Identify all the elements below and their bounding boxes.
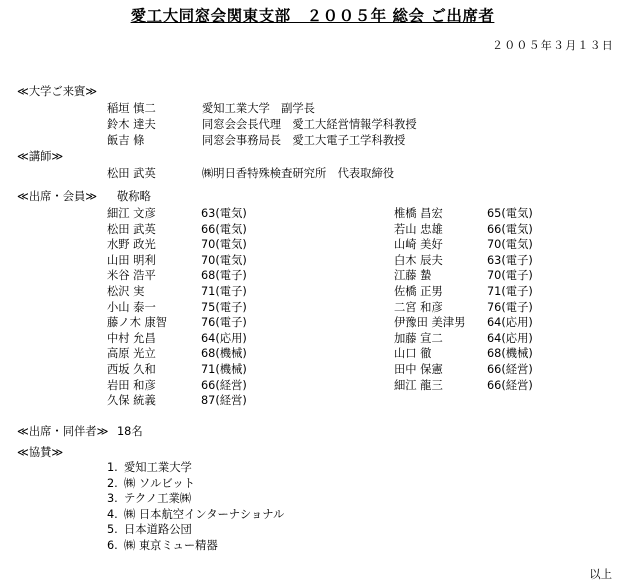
guest-name: 飯吉 條 — [107, 134, 145, 147]
member-name: 細江 文彦 — [107, 207, 156, 220]
member-year-dept: 66(電気) — [487, 222, 533, 236]
sponsors-heading: ≪協賛≫ — [17, 446, 64, 459]
lecturer-heading: ≪講師≫ — [17, 150, 64, 163]
member-name: 高原 光立 — [107, 347, 156, 361]
member-name: 若山 忠雄 — [394, 222, 443, 236]
members-heading: ≪出席・会員≫ — [17, 190, 98, 203]
member-name: 田中 保憲 — [394, 363, 443, 376]
lecturer-name: 松田 武英 — [107, 167, 156, 180]
member-year-dept: 68(機械) — [487, 347, 533, 361]
member-name: 松沢 実 — [107, 285, 145, 298]
member-year-dept: 66(電気) — [201, 222, 247, 236]
member-year-dept: 66(経営) — [201, 378, 247, 392]
sponsor-name: ㈱ ソルビット — [124, 476, 195, 490]
member-year-dept: 87(経営) — [201, 394, 247, 408]
guest-role: 同窓会会長代理 愛工大経営情報学科教授 — [202, 118, 417, 131]
guest-name: 稲垣 慎二 — [107, 102, 156, 115]
member-year-dept: 70(電子) — [487, 269, 533, 283]
closing-text: 以上 — [589, 568, 612, 581]
member-year-dept: 68(電子) — [201, 269, 247, 283]
member-year-dept: 71(電子) — [201, 285, 247, 298]
member-year-dept: 70(電気) — [201, 238, 247, 252]
sponsor-number: 3. — [107, 492, 118, 505]
sponsor-number: 5. — [107, 523, 118, 536]
member-year-dept: 65(電気) — [487, 207, 533, 220]
sponsor-name: テクノ工業㈱ — [124, 492, 192, 505]
member-year-dept: 63(電子) — [487, 253, 533, 267]
member-name: 岩田 和彦 — [107, 378, 156, 392]
member-name: 山崎 美好 — [394, 238, 443, 252]
member-name: 中村 允昌 — [107, 331, 156, 345]
member-name: 藤ノ木 康智 — [107, 316, 168, 330]
companions-count: 18名 — [117, 425, 143, 438]
guest-role: 同窓会事務局長 愛工大電子工学科教授 — [202, 134, 406, 147]
member-year-dept: 76(電子) — [201, 316, 247, 330]
member-name: 西坂 久和 — [107, 363, 156, 376]
member-name: 久保 統義 — [107, 394, 156, 408]
document-date: ２００５年３月１３日 — [492, 39, 614, 52]
guest-role: 愛知工業大学 副学長 — [202, 102, 315, 115]
member-name: 細江 龍三 — [394, 378, 443, 392]
sponsor-number: 4. — [107, 507, 118, 521]
member-year-dept: 64(応用) — [487, 316, 533, 330]
member-name: 白木 辰夫 — [394, 253, 443, 267]
member-year-dept: 71(機械) — [201, 363, 247, 376]
member-year-dept: 64(応用) — [201, 331, 247, 345]
sponsor-number: 1. — [107, 461, 118, 474]
member-name: 江藤 蟄 — [394, 269, 432, 283]
member-name: 米谷 浩平 — [107, 269, 156, 283]
member-name: 小山 泰一 — [107, 300, 156, 314]
member-name: 伊豫田 美津男 — [394, 316, 466, 330]
page-title: 愛工大同窓会関東支部 ２００５年 総会 ご出席者 — [130, 7, 495, 25]
member-year-dept: 71(電子) — [487, 285, 533, 298]
member-year-dept: 66(経営) — [487, 363, 533, 376]
member-name: 山口 徹 — [394, 347, 432, 361]
member-name: 佐橋 正男 — [394, 285, 443, 298]
guest-name: 鈴木 達夫 — [107, 118, 156, 131]
member-name: 松田 武英 — [107, 222, 156, 236]
member-name: 二宮 和彦 — [394, 300, 443, 314]
member-year-dept: 68(機械) — [201, 347, 247, 361]
sponsor-name: 日本道路公団 — [124, 523, 192, 536]
sponsor-name: ㈱ 日本航空インターナショナル — [124, 507, 285, 521]
sponsor-name: ㈱ 東京ミュー精器 — [124, 538, 218, 552]
guests-heading: ≪大学ご来賓≫ — [17, 85, 98, 98]
companions-heading: ≪出席・同伴者≫ — [17, 425, 109, 438]
members-note: 敬称略 — [117, 190, 151, 203]
member-name: 山田 明利 — [107, 253, 156, 267]
member-year-dept: 70(電気) — [201, 253, 247, 267]
member-year-dept: 70(電気) — [487, 238, 533, 252]
member-year-dept: 63(電気) — [201, 207, 247, 220]
member-name: 椎橋 昌宏 — [394, 207, 443, 220]
member-name: 水野 政光 — [107, 238, 156, 252]
sponsor-name: 愛知工業大学 — [124, 461, 192, 474]
member-year-dept: 66(経営) — [487, 378, 533, 392]
member-year-dept: 64(応用) — [487, 331, 533, 345]
member-year-dept: 75(電子) — [201, 300, 247, 314]
member-year-dept: 76(電子) — [487, 300, 533, 314]
lecturer-role: ㈱明日香特殊検査研究所 代表取締役 — [202, 167, 395, 180]
sponsor-number: 6. — [107, 538, 118, 552]
member-name: 加藤 宣二 — [394, 331, 443, 345]
sponsor-number: 2. — [107, 476, 118, 490]
